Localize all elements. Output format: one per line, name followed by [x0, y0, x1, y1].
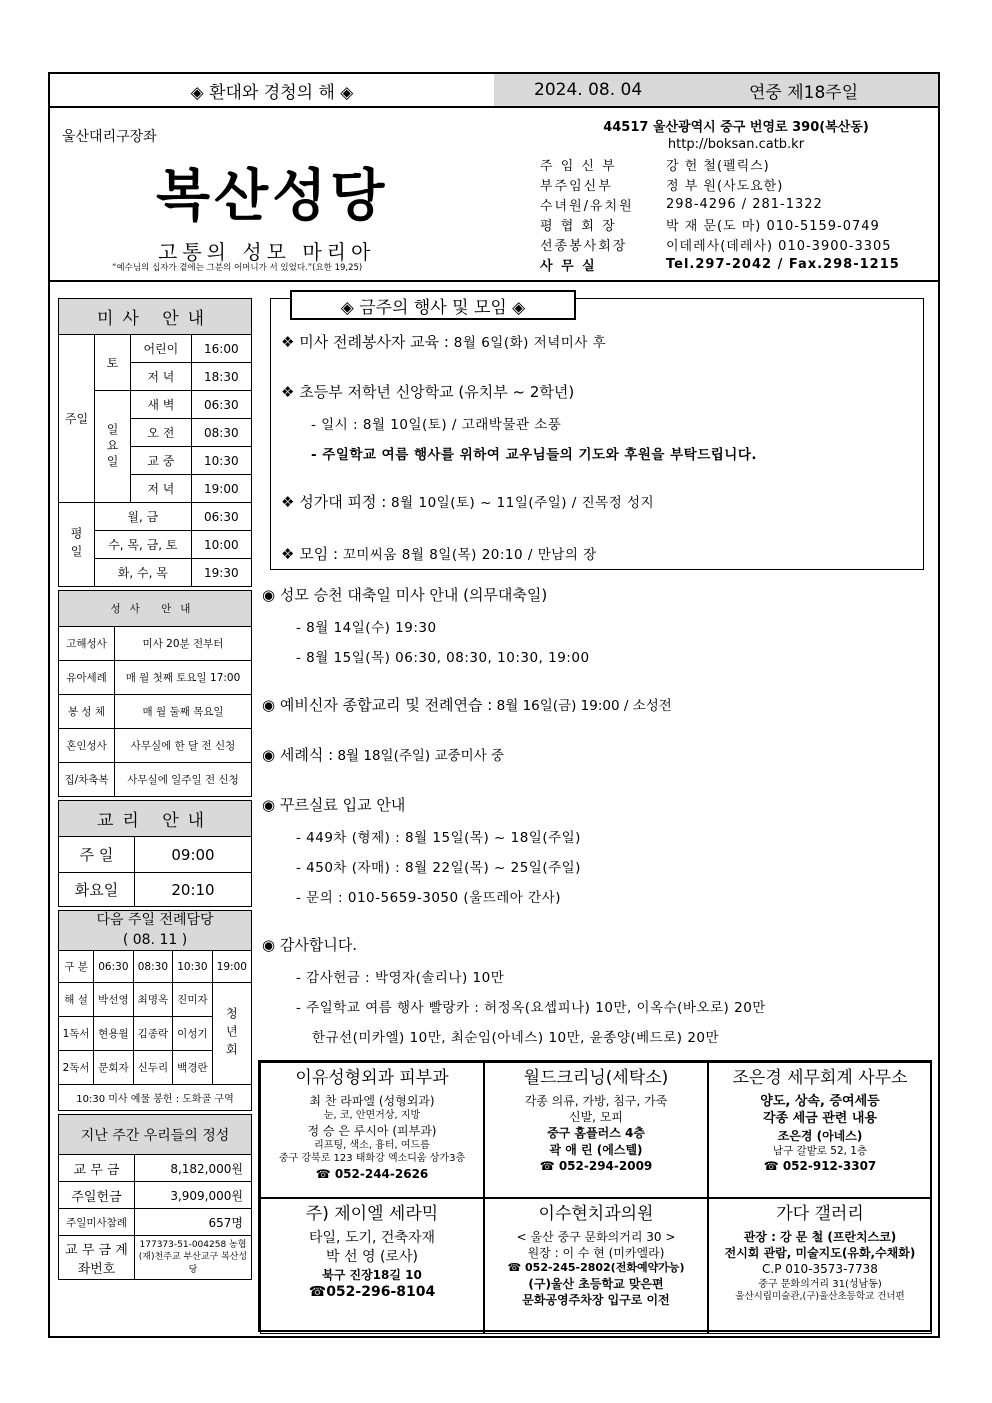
- mass-time: 06:30: [191, 503, 251, 531]
- offering-amount: 3,909,000원: [135, 1182, 252, 1209]
- sacrament-name: 집/차축복: [59, 763, 115, 797]
- duty-person: 신두리: [133, 1051, 173, 1085]
- mass-time: 19:30: [191, 559, 251, 587]
- class-day: 화요일: [59, 873, 135, 907]
- contact-row: 선종봉사회장 이데레사(데레사) 010-3900-3305: [540, 238, 892, 254]
- duty-person: 이성기: [173, 1017, 213, 1051]
- mass-name: 오 전: [131, 419, 192, 447]
- duty-header: 10:30: [173, 951, 213, 983]
- notice-heading: ◉ 세례식 : 8월 18일(주일) 교중미사 중: [262, 746, 504, 764]
- event-item: ❖ 초등부 저학년 신앙학교 (유치부 ~ 2학년): [281, 383, 575, 401]
- ad-laundry: 월드크리닝(세탁소) 각종 의류, 가방, 침구, 가죽 신발, 모피 중구 홈플러스 4층 곽 애 린 (에스텔) ☎ 052-294-2009: [484, 1062, 708, 1198]
- catechism-title: 교리 안내: [59, 801, 252, 837]
- duty-date: ( 08. 11 ): [122, 931, 188, 948]
- ad-ceramic: 주) 제이엘 세라믹 타일, 도기, 건축자재 박 선 영 (로사) 북구 진장18길 10 ☎052-296-8104: [260, 1198, 484, 1334]
- duty-note: 10:30 미사 예물 봉헌 : 도화골 구역: [59, 1085, 252, 1111]
- duty-person: 진미자: [173, 983, 213, 1017]
- mass-name: 새 벽: [131, 391, 192, 419]
- event-detail: - 일시 : 8월 10일(토) / 고래박물관 소풍: [311, 417, 562, 433]
- ad-clinic: 이유성형외과 피부과 최 찬 라파엘 (성형외과) 눈, 코, 안면거상, 지방 정 승 은 루시아 (피부과) 리프팅, 색소, 흉터, 여드름 중구 강북로 123 태화강 엑소디움 상가3층 ☎ 052-244-2626: [260, 1062, 484, 1198]
- sacrament-title: 성사 안내: [59, 591, 252, 627]
- duty-title: 다음 주일 전례담당: [96, 912, 214, 928]
- offering-amount: 657명: [135, 1209, 252, 1236]
- sacrament-info: 미사 20분 전부터: [115, 627, 252, 661]
- events-box: [270, 298, 924, 570]
- duty-person: 백경란: [173, 1051, 213, 1085]
- class-time: 09:00: [135, 837, 252, 873]
- patron-saint: 고통의 성모 마리아: [158, 240, 376, 264]
- duty-person: 박선영: [94, 983, 134, 1017]
- evening-duty: 청년회: [212, 983, 251, 1085]
- mass-name: 저 녁: [131, 475, 192, 503]
- offering-name: 교 무 금: [59, 1155, 135, 1182]
- mass-time: 06:30: [191, 391, 251, 419]
- saturday-label: 토: [95, 335, 131, 391]
- ad-gallery: 가다 갤러리 관장 : 강 문 철 (프란치스코) 전시회 관람, 미술지도(유화,수채화) C.P 010-3573-7738 중구 문화의거리 31(성남동) 울산시립미술관,(구)울산초등학교 건너편: [708, 1198, 932, 1334]
- contact-row: 평 협 회 장 박 재 문(도 마) 010-5159-0749: [540, 218, 880, 234]
- sundayday-label: 일요일: [95, 391, 131, 503]
- liturgical-week: 연중 제18주일: [749, 82, 859, 103]
- event-item: ❖ 성가대 피정 : 8월 10일(토) ~ 11일(주일) / 진목정 성지: [281, 493, 655, 511]
- contact-row: 수녀원/유치원 298-4296 / 281-1322: [540, 196, 823, 214]
- notice-line: - 감사헌금 : 박영자(솔리나) 10만: [296, 970, 505, 986]
- mass-days: 월, 금: [95, 503, 192, 531]
- duty-role: 1독서: [59, 1017, 94, 1051]
- top-bar: [50, 74, 938, 108]
- duty-person: 최명옥: [133, 983, 173, 1017]
- class-time: 20:10: [135, 873, 252, 907]
- duty-header: 08:30: [133, 951, 173, 983]
- ad-tax-office: 조은경 세무회계 사무소 양도, 상속, 증여세등 각종 세금 관련 내용 조은경 (아네스) 남구 갈밭로 52, 1층 ☎ 052-912-3307: [708, 1062, 932, 1198]
- notice-line: - 450차 (자매) : 8월 22일(목) ~ 25일(주일): [296, 860, 581, 876]
- church-name: 복산성당: [156, 163, 389, 229]
- sacrament-name: 고해성사: [59, 627, 115, 661]
- website-link[interactable]: http://boksan.catb.kr: [667, 137, 805, 152]
- mass-time: 10:30: [191, 447, 251, 475]
- sacrament-name: 봉 성 체: [59, 695, 115, 729]
- bulletin-date: 2024. 08. 04: [534, 80, 643, 100]
- left-column: [58, 298, 252, 1280]
- liturgy-duty-table: [58, 910, 252, 1111]
- notice-line: - 주일학교 여름 행사 빨랑카 : 허정옥(요셉피나) 10만, 이옥수(바오로) 20만: [296, 1000, 766, 1016]
- mass-name: 교 중: [131, 447, 192, 475]
- duty-header: 06:30: [94, 951, 134, 983]
- mass-title: 미사 안내: [59, 299, 252, 335]
- mass-time: 19:00: [191, 475, 251, 503]
- offering-name: 주일미사참례: [59, 1209, 135, 1236]
- sacrament-info: 매 월 둘째 목요일: [115, 695, 252, 729]
- notice-line: - 449차 (형제) : 8월 15일(목) ~ 18일(주일): [296, 830, 581, 846]
- mass-days: 화, 수, 목: [95, 559, 192, 587]
- duty-header: 구 분: [59, 951, 94, 983]
- sacrament-table: [58, 590, 252, 797]
- mass-time: 08:30: [191, 419, 251, 447]
- mass-time: 16:00: [191, 335, 251, 363]
- offering-amount: 8,182,000원: [135, 1155, 252, 1182]
- catechism-table: [58, 800, 252, 907]
- notice-heading: ◉ 꾸르실료 입교 안내: [262, 796, 406, 814]
- sacrament-name: 혼인성사: [59, 729, 115, 763]
- notice-heading: ◉ 성모 승천 대축일 미사 안내 (의무대축일): [262, 586, 548, 604]
- address: 44517 울산광역시 중구 번영로 390(복산동): [603, 120, 869, 135]
- contact-block: [540, 116, 932, 274]
- contact-row: 부주임신부 정 부 원(사도요한): [540, 178, 784, 194]
- notice-line: - 8월 15일(목) 06:30, 08:30, 10:30, 19:00: [296, 650, 590, 666]
- duty-role: 해 설: [59, 983, 94, 1017]
- duty-header: 19:00: [212, 951, 251, 983]
- contact-row: 주 임 신 부 강 헌 철(펠릭스): [540, 158, 770, 174]
- mass-days: 수, 목, 금, 토: [95, 531, 192, 559]
- events-title: ◈ 금주의 행사 및 모임 ◈: [290, 290, 576, 320]
- mass-schedule-table: [58, 298, 252, 587]
- mass-time: 10:00: [191, 531, 251, 559]
- sacrament-info: 사무실에 한 달 전 신청: [115, 729, 252, 763]
- event-item: ❖ 미사 전례봉사자 교육 : 8월 6일(화) 저녁미사 후: [281, 333, 607, 351]
- notice-line: - 8월 14일(수) 19:30: [296, 620, 437, 636]
- class-day: 주 일: [59, 837, 135, 873]
- date-bar: [494, 74, 938, 106]
- duty-role: 2독서: [59, 1051, 94, 1085]
- notice-line: - 문의 : 010-5659-3050 (울뜨레아 간사): [296, 890, 561, 906]
- notice-line: 한규선(미카엘) 10만, 최순임(아네스) 10만, 윤종양(베드로) 20만: [312, 1030, 720, 1046]
- offerings-title: 지난 주간 우리들의 정성: [59, 1115, 252, 1155]
- duty-person: 문회자: [94, 1051, 134, 1085]
- account-number: 177373-51-004258 농협 (재)천주교 부산교구 복산성당: [135, 1236, 252, 1280]
- mass-name: 어린이: [131, 335, 192, 363]
- mass-name: 저 녁: [131, 363, 192, 391]
- sacrament-info: 매 월 첫째 토요일 17:00: [115, 661, 252, 695]
- ads-grid: [258, 1060, 932, 1332]
- notice-heading: ◉ 예비신자 종합교리 및 전례연습 : 8월 16일(금) 19:00 / 소성전: [262, 696, 672, 714]
- weekday-label: 평일: [59, 503, 95, 587]
- event-detail: - 주일학교 여름 행사를 위하여 교우님들의 기도와 후원을 부탁드립니다.: [311, 447, 758, 463]
- duty-person: 김종락: [133, 1017, 173, 1051]
- duty-person: 현용월: [94, 1017, 134, 1051]
- diocese-label: 울산대리구장좌: [62, 129, 157, 145]
- bulletin-frame: [48, 72, 940, 1338]
- event-item: ❖ 모임 : 꼬미씨움 8월 8일(목) 20:10 / 만남의 장: [281, 545, 597, 563]
- notice-heading: ◉ 감사합니다.: [262, 936, 358, 954]
- contact-row: 사 무 실 Tel.297-2042 / Fax.298-1215: [540, 256, 900, 274]
- duty-title-cell: [59, 911, 252, 951]
- offerings-table: [58, 1114, 252, 1280]
- sacrament-name: 유아세례: [59, 661, 115, 695]
- sunday-label: 주일: [59, 335, 95, 503]
- mass-time: 18:30: [191, 363, 251, 391]
- account-label: 교 무 금 계좌번호: [59, 1236, 135, 1280]
- sacrament-info: 사무실에 일주일 전 신청: [115, 763, 252, 797]
- scripture-quote: “예수님의 십자가 곁에는 그분의 어머니가 서 있었다.”(요한 19,25): [112, 263, 363, 273]
- offering-name: 주일헌금: [59, 1182, 135, 1209]
- ad-dental: 이수현치과의원 < 울산 중구 문화의거리 30 > 원장 : 이 수 현 (미카엘라) ☎ 052-245-2802(전화예약가능) (구)울산 초등학교 맞은편 문화공영주차장 입구로 이전: [484, 1198, 708, 1334]
- year-motto: ◈ 환대와 경청의 해 ◈: [190, 82, 354, 103]
- masthead: [50, 108, 938, 282]
